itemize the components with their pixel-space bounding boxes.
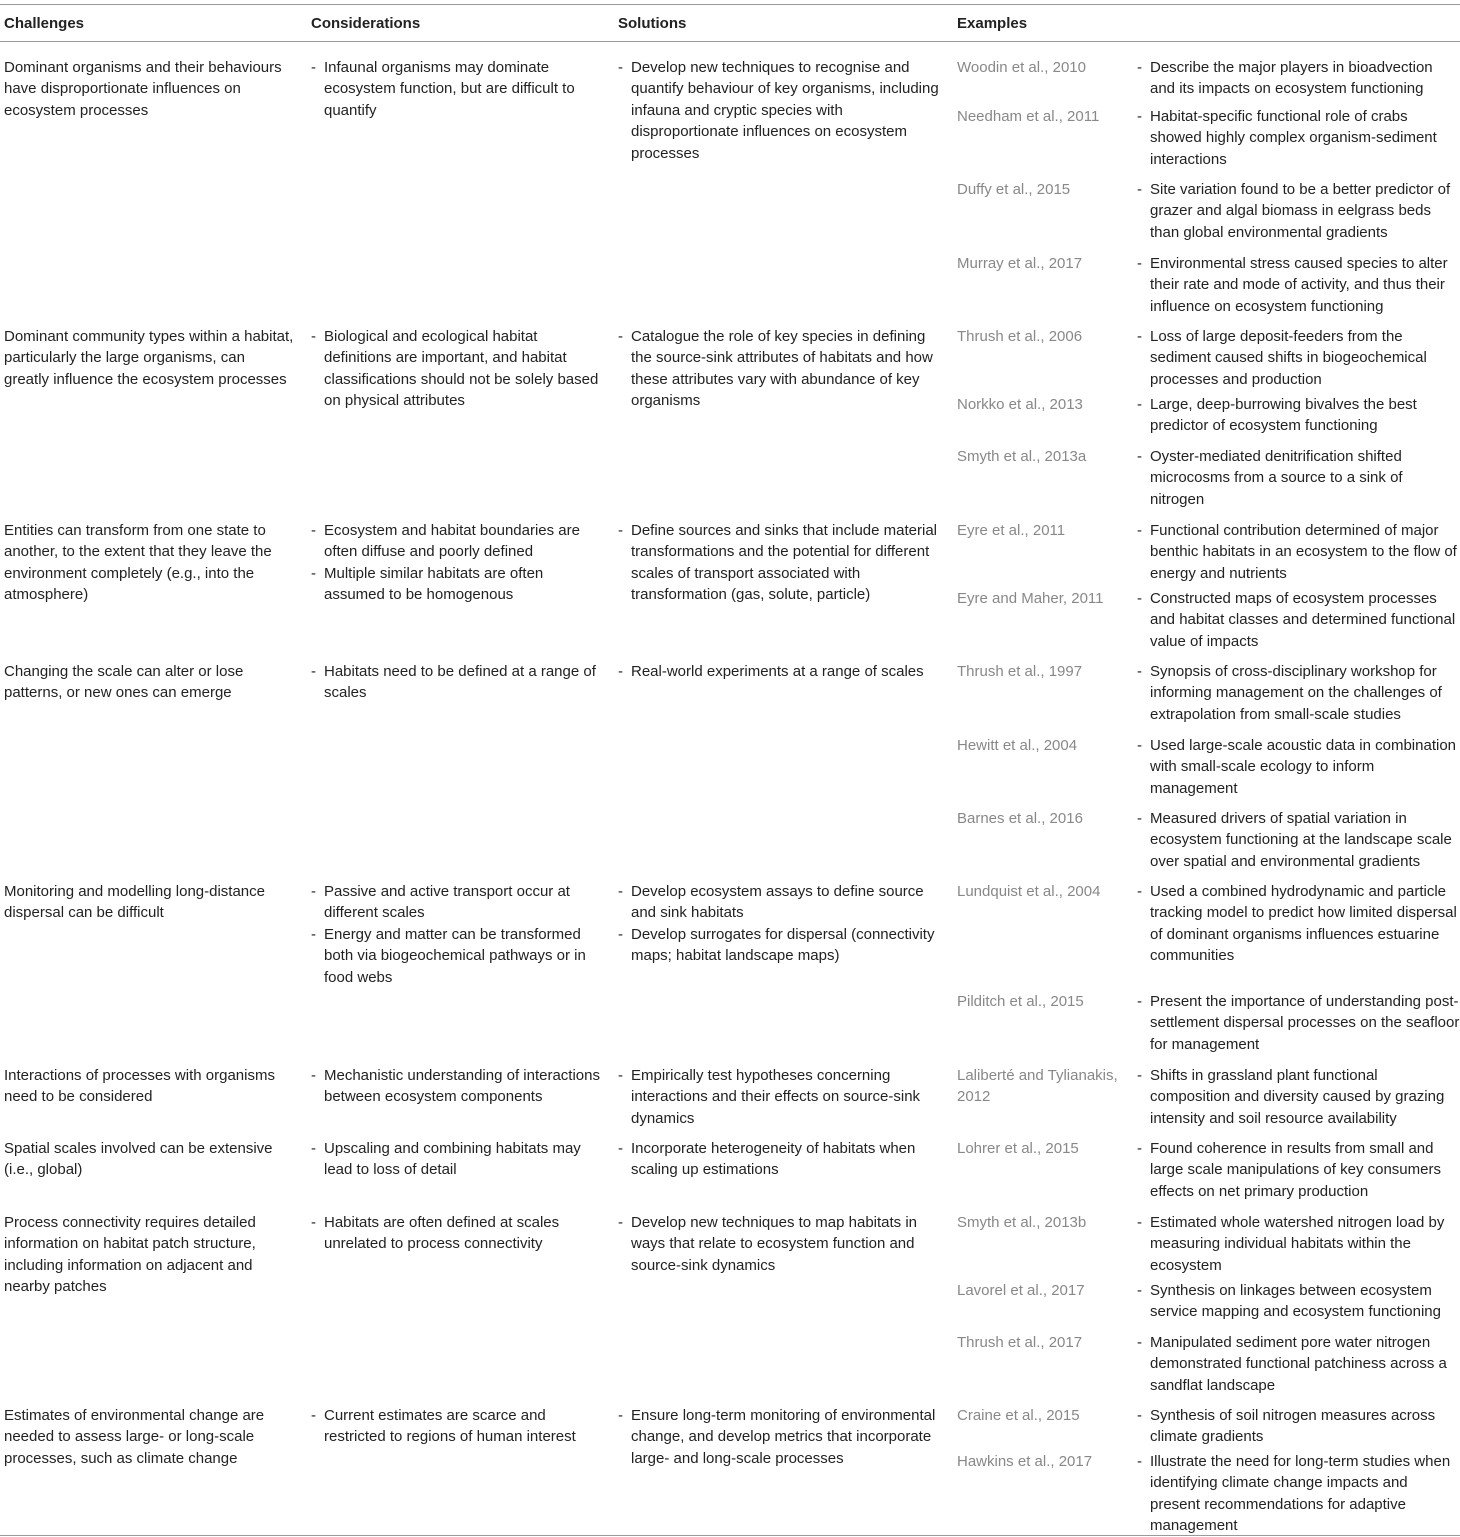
challenge-cell: Spatial scales involved can be extensive (i.e., global) <box>4 1140 273 1179</box>
example-reference: Thrush et al., 2006 <box>957 328 1083 345</box>
example-description: - Used a combined hydrodynamic and particle tracking model to predict how limited dispersal of dominant organisms influences estuarine communities <box>1137 881 1460 967</box>
example-description: - Used large-scale acoustic data in combination with small-scale ecology to inform management <box>1137 735 1460 799</box>
example-description: - Site variation found to be a better predictor of grazer and algal biomass in eelgrass beds than global environmental gradients <box>1137 179 1460 243</box>
example-description: - Functional contribution determined of major benthic habitats in an ecosystem to the flow of energy and nutrients <box>1137 520 1460 584</box>
solutions-cell: - Incorporate heterogeneity of habitats when scaling up estimations <box>618 1138 943 1181</box>
challenge-cell: Entities can transform from one state to another, to the extent that they leave the environment completely (e.g., into the atmosphere) <box>4 522 272 604</box>
example-description: - Shifts in grassland plant functional composition and diversity caused by grazing intensity and soil resource availability <box>1137 1065 1460 1129</box>
example-reference: Needham et al., 2011 <box>957 108 1100 125</box>
example-description: - Estimated whole watershed nitrogen load by measuring individual habitats within the ecosystem <box>1137 1212 1460 1276</box>
table-header-rule <box>0 41 1460 42</box>
header-considerations: Considerations <box>311 15 421 32</box>
table-bottom-rule <box>0 1535 1460 1536</box>
example-reference: Lavorel et al., 2017 <box>957 1282 1085 1299</box>
header-solutions: Solutions <box>618 15 687 32</box>
challenge-cell: Dominant community types within a habitat, particularly the large organisms, can greatly influence the ecosystem processes <box>4 328 294 388</box>
example-description: - Synopsis of cross-disciplinary workshop for informing management on the challenges of extrapolation from small-scale studies <box>1137 661 1460 725</box>
example-reference: Pilditch et al., 2015 <box>957 993 1084 1010</box>
example-reference: Eyre and Maher, 2011 <box>957 590 1104 607</box>
considerations-cell: - Biological and ecological habitat definitions are important, and habitat classifications should not be solely based on physical attributes <box>311 326 603 412</box>
solutions-cell: - Real-world experiments at a range of scales <box>618 661 943 682</box>
example-description: - Environmental stress caused species to alter their rate and mode of activity, and thus their influence on ecosystem functioning <box>1137 253 1460 317</box>
considerations-cell: - Infaunal organisms may dominate ecosystem function, but are difficult to quantify <box>311 57 603 121</box>
example-reference: Laliberté and Tylianakis, 2012 <box>957 1067 1118 1106</box>
header-examples: Examples <box>957 15 1028 32</box>
considerations-cell: - Habitats are often defined at scales unrelated to process connectivity <box>311 1212 603 1255</box>
example-description: - Synthesis of soil nitrogen measures across climate gradients <box>1137 1405 1460 1448</box>
considerations-cell: - Passive and active transport occur at different scales - Energy and matter can be transformed both via biogeochemical pathways or in food webs <box>311 881 603 988</box>
example-reference: Norkko et al., 2013 <box>957 396 1083 413</box>
solutions-cell: - Develop ecosystem assays to define source and sink habitats - Develop surrogates for dispersal (connectivity maps; habitat landscape maps) <box>618 881 943 967</box>
example-reference: Smyth et al., 2013a <box>957 448 1087 465</box>
example-reference: Hawkins et al., 2017 <box>957 1453 1093 1470</box>
example-description: - Loss of large deposit-feeders from the sediment caused shifts in biogeochemical processes and production <box>1137 326 1460 390</box>
example-reference: Woodin et al., 2010 <box>957 59 1086 76</box>
example-reference: Eyre et al., 2011 <box>957 522 1066 539</box>
example-description: - Illustrate the need for long-term studies when identifying climate change impacts and present recommendations for adaptive management <box>1137 1451 1460 1537</box>
solutions-cell: - Develop new techniques to map habitats in ways that relate to ecosystem function and source-sink dynamics <box>618 1212 943 1276</box>
challenge-cell: Process connectivity requires detailed information on habitat patch structure, including information on adjacent and nearby patches <box>4 1214 256 1296</box>
example-description: - Constructed maps of ecosystem processes and habitat classes and determined functional value of impacts <box>1137 588 1460 652</box>
example-reference: Lohrer et al., 2015 <box>957 1140 1079 1157</box>
solutions-cell: - Catalogue the role of key species in defining the source-sink attributes of habitats and how these attributes vary with abundance of key organisms <box>618 326 943 412</box>
example-reference: Thrush et al., 2017 <box>957 1334 1083 1351</box>
considerations-cell: - Upscaling and combining habitats may lead to loss of detail <box>311 1138 603 1181</box>
challenge-cell: Estimates of environmental change are needed to assess large- or long-scale processes, such as climate change <box>4 1407 265 1467</box>
solutions-cell: - Empirically test hypotheses concerning interactions and their effects on source-sink dynamics <box>618 1065 943 1129</box>
considerations-cell: - Current estimates are scarce and restricted to regions of human interest <box>311 1405 603 1448</box>
example-description: - Found coherence in results from small and large scale manipulations of key consumers effects on net primary production <box>1137 1138 1460 1202</box>
considerations-cell: - Habitats need to be defined at a range of scales <box>311 661 603 704</box>
challenge-cell: Dominant organisms and their behaviours have disproportionate influences on ecosystem processes <box>4 59 282 119</box>
considerations-cell: - Mechanistic understanding of interactions between ecosystem components <box>311 1065 603 1108</box>
example-reference: Thrush et al., 1997 <box>957 663 1083 680</box>
example-reference: Lundquist et al., 2004 <box>957 883 1101 900</box>
example-description: - Describe the major players in bioadvection and its impacts on ecosystem functioning <box>1137 57 1460 100</box>
example-reference: Barnes et al., 2016 <box>957 810 1083 827</box>
table-top-rule <box>0 4 1460 5</box>
solutions-cell: - Ensure long-term monitoring of environmental change, and develop metrics that incorporate large- and long-scale processes <box>618 1405 943 1469</box>
example-description: - Measured drivers of spatial variation in ecosystem functioning at the landscape scale over spatial and environmental gradients <box>1137 808 1460 872</box>
example-reference: Murray et al., 2017 <box>957 255 1083 272</box>
solutions-cell: - Develop new techniques to recognise and quantify behaviour of key organisms, including infauna and cryptic species with disproportionate influences on ecosystem processes <box>618 57 943 164</box>
solutions-cell: - Define sources and sinks that include material transformations and the potential for different scales of transport associated with transformation (gas, solute, particle) <box>618 520 943 606</box>
challenge-cell: Monitoring and modelling long-distance dispersal can be difficult <box>4 883 265 922</box>
example-reference: Craine et al., 2015 <box>957 1407 1080 1424</box>
example-reference: Smyth et al., 2013b <box>957 1214 1087 1231</box>
challenge-cell: Interactions of processes with organisms need to be considered <box>4 1067 275 1106</box>
considerations-cell: - Ecosystem and habitat boundaries are often diffuse and poorly defined - Multiple similar habitats are often assumed to be homogenous <box>311 520 603 606</box>
example-description: - Large, deep-burrowing bivalves the best predictor of ecosystem functioning <box>1137 394 1460 437</box>
example-description: - Synthesis on linkages between ecosystem service mapping and ecosystem functioning <box>1137 1280 1460 1323</box>
example-description: - Manipulated sediment pore water nitrogen demonstrated functional patchiness across a sandflat landscape <box>1137 1332 1460 1396</box>
example-description: - Oyster-mediated denitrification shifted microcosms from a source to a sink of nitrogen <box>1137 446 1460 510</box>
header-challenges: Challenges <box>4 15 85 32</box>
challenge-cell: Changing the scale can alter or lose patterns, or new ones can emerge <box>4 663 244 702</box>
example-reference: Hewitt et al., 2004 <box>957 737 1078 754</box>
example-reference: Duffy et al., 2015 <box>957 181 1071 198</box>
example-description: - Habitat-specific functional role of crabs showed highly complex organism-sediment interactions <box>1137 106 1460 170</box>
example-description: - Present the importance of understanding post-settlement dispersal processes on the seafloor for management <box>1137 991 1460 1055</box>
